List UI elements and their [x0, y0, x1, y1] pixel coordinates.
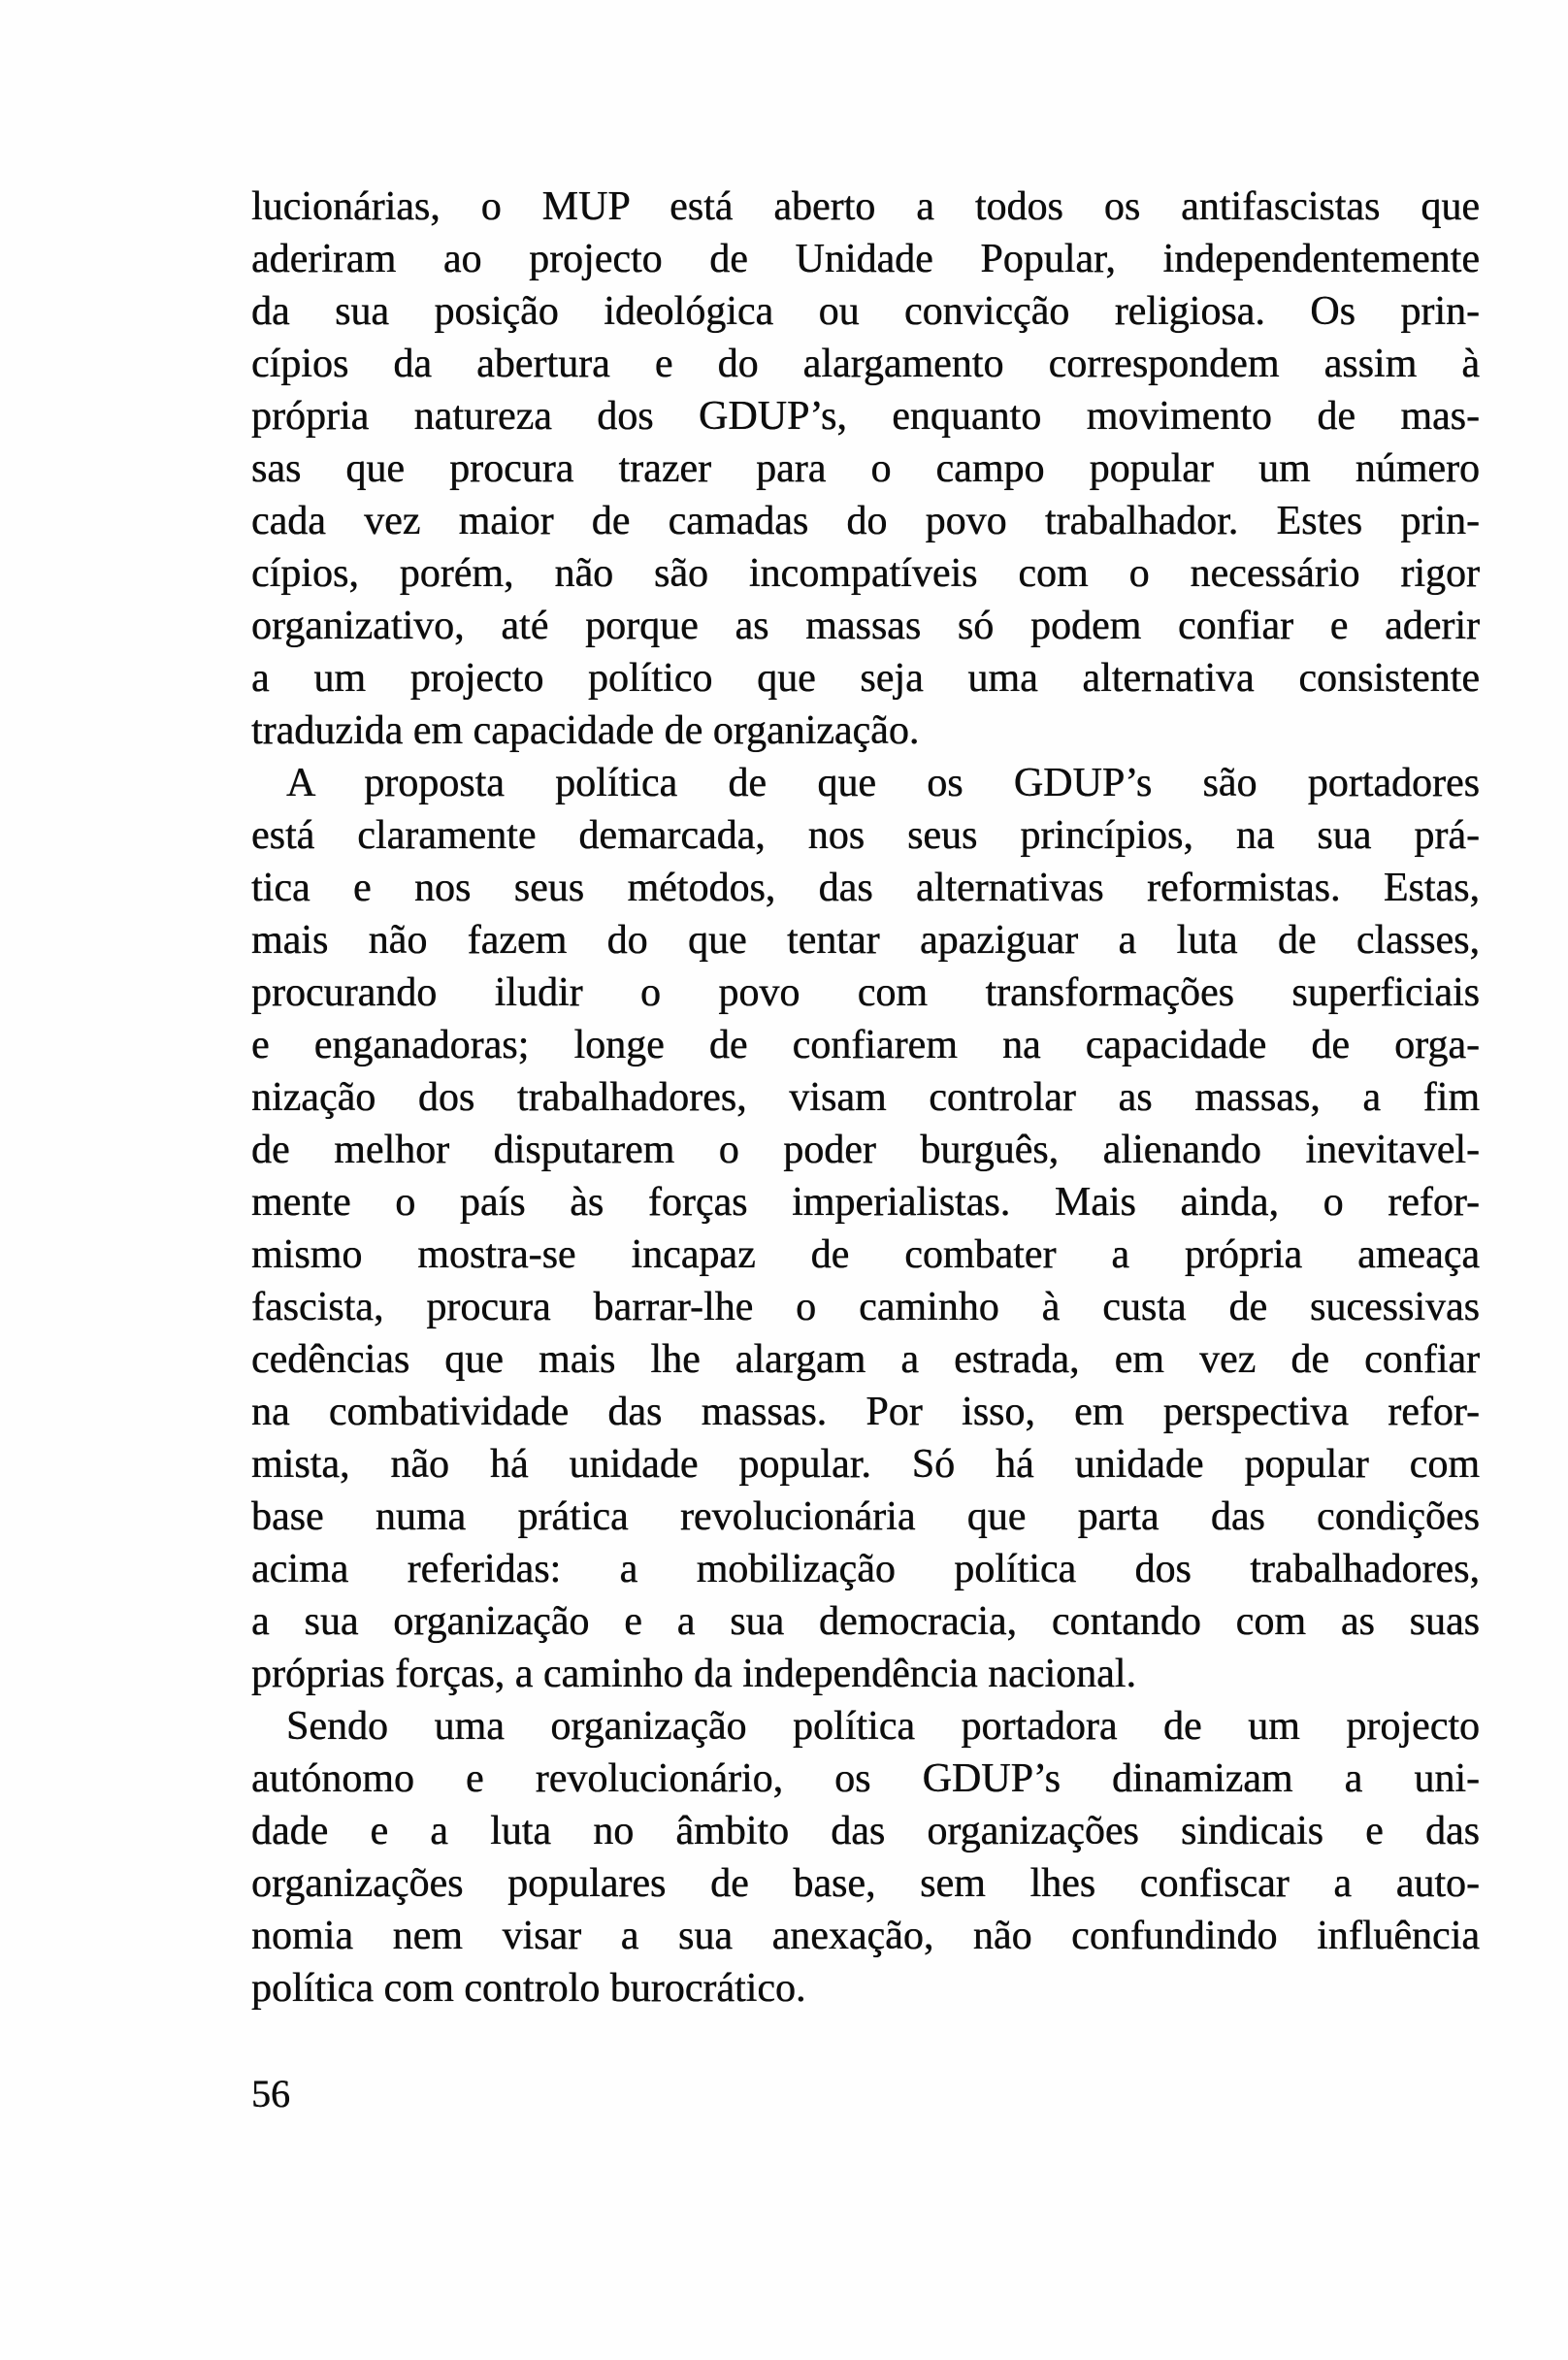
paragraph: [251, 757, 1480, 1700]
text-line: mais não fazem do que tentar apaziguar a luta de classes,: [251, 918, 1480, 963]
text-line: sas que procura trazer para o campo popular um número: [251, 446, 1480, 491]
text-line: cípios da abertura e do alargamento correspondem assim à: [251, 342, 1480, 386]
text-line: organizativo, até porque as massas só podem confiar e aderir: [251, 604, 1480, 648]
body-text: [251, 180, 1480, 2015]
text-line: fascista, procura barrar-lhe o caminho à custa de sucessivas: [251, 1285, 1480, 1329]
text-line: traduzida em capacidade de organização.: [251, 708, 920, 753]
text-line: da sua posição ideológica ou convicção religiosa. Os prin-: [251, 289, 1480, 334]
text-line: e enganadoras; longe de confiarem na capacidade de orga-: [251, 1023, 1480, 1067]
text-line: política com controlo burocrático.: [251, 1966, 806, 2011]
text-line: mente o país às forças imperialistas. Mais ainda, o refor-: [251, 1180, 1480, 1225]
text-line: nomia nem visar a sua anexação, não confundindo influência: [251, 1914, 1480, 1958]
text-line: a um projecto político que seja uma alternativa consistente: [251, 656, 1480, 701]
text-line: cípios, porém, não são incompatíveis com o necessário rigor: [251, 551, 1480, 596]
text-line: A proposta política de que os GDUP’s são portadores: [286, 761, 1480, 805]
text-line: cada vez maior de camadas do povo trabalhador. Estes prin-: [251, 499, 1480, 543]
text-line: a sua organização e a sua democracia, contando com as suas: [251, 1599, 1480, 1644]
page-number: 56: [251, 2072, 290, 2115]
text-line: lucionárias, o MUP está aberto a todos os antifascistas que: [251, 184, 1480, 229]
text-line: aderiram ao projecto de Unidade Popular, independentemente: [251, 237, 1480, 281]
text-line: organizações populares de base, sem lhes confiscar a auto-: [251, 1861, 1480, 1906]
text-line: mista, não há unidade popular. Só há unidade popular com: [251, 1442, 1480, 1487]
text-line: acima referidas: a mobilização política dos trabalhadores,: [251, 1547, 1480, 1591]
text-line: Sendo uma organização política portadora de um projecto: [286, 1704, 1480, 1749]
text-line: base numa prática revolucionária que parta das condições: [251, 1494, 1480, 1539]
text-line: dade e a luta no âmbito das organizações sindicais e das: [251, 1809, 1480, 1853]
paragraph: [251, 180, 1480, 757]
text-line: própria natureza dos GDUP’s, enquanto movimento de mas-: [251, 394, 1480, 439]
text-line: de melhor disputarem o poder burguês, alienando inevitavel-: [251, 1128, 1480, 1172]
text-line: autónomo e revolucionário, os GDUP’s dinamizam a uni-: [251, 1756, 1480, 1801]
text-line: está claramente demarcada, nos seus princípios, na sua prá-: [251, 813, 1480, 858]
text-line: tica e nos seus métodos, das alternativas reformistas. Estas,: [251, 866, 1480, 910]
paragraph: [251, 1700, 1480, 2015]
text-line: próprias forças, a caminho da independência nacional.: [251, 1652, 1136, 1696]
text-line: na combatividade das massas. Por isso, em perspectiva refor-: [251, 1390, 1480, 1434]
text-line: cedências que mais lhe alargam a estrada, em vez de confiar: [251, 1337, 1480, 1382]
text-line: mismo mostra-se incapaz de combater a própria ameaça: [251, 1232, 1480, 1277]
text-line: procurando iludir o povo com transformações superficiais: [251, 970, 1480, 1015]
text-line: nização dos trabalhadores, visam controlar as massas, a fim: [251, 1075, 1480, 1120]
